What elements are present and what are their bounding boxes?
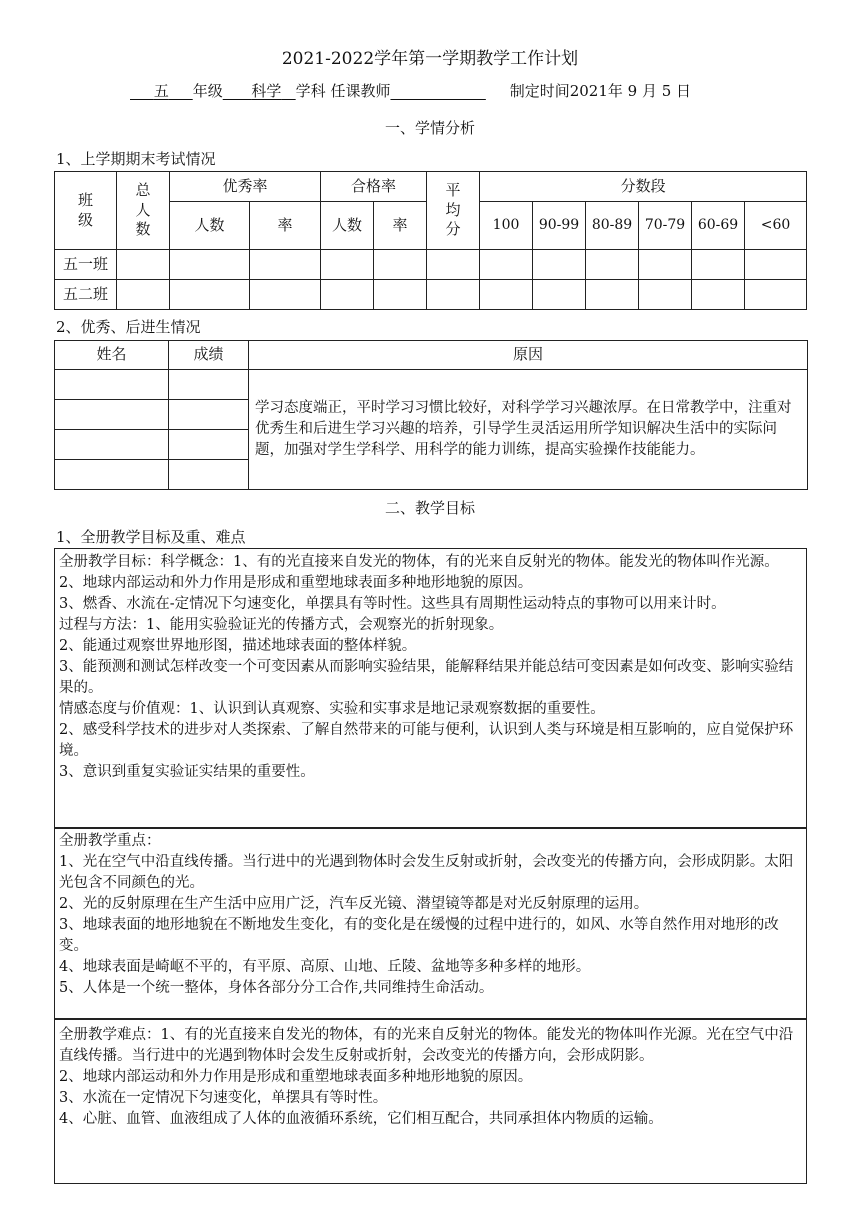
subject-value: 科学 — [251, 82, 282, 100]
exam-table — [54, 171, 807, 310]
key-points-box — [54, 827, 807, 1020]
header-pass-rate: 合格率 — [321, 172, 427, 202]
teacher-label: 任课教师 — [330, 82, 391, 100]
header-band: 60-69 — [692, 202, 745, 250]
class-name: 五一班 — [55, 250, 117, 280]
header-band: 70-79 — [639, 202, 692, 250]
difficulty-line: 全册教学难点：1、有的光直接来自发光的物体，有的光来自反射光的物体。能发光的物体叫作光源。光在空气中沿直线传播。当行进中的光遇到物体时会发生反射或折射，会改变光的传播方向，会形成阴影。 — [59, 1027, 794, 1064]
header-band: <60 — [745, 202, 807, 250]
objective-line: 3、能预测和测试怎样改变一个可变因素从而影响实验结果，能解释结果并能总结可变因素是如何改变、影响实验结果的。 — [59, 659, 794, 696]
objectives-box — [54, 548, 807, 829]
exam-heading: 1、上学期期末考试情况 — [56, 150, 216, 168]
goals-heading: 1、全册教学目标及重、难点 — [56, 528, 246, 546]
date-label: 制定时间2021年 9 月 5 日 — [509, 82, 692, 100]
header-excellent-count: 人数 — [170, 202, 250, 250]
grade-value: 五 — [153, 82, 169, 100]
key-point-line: 2、光的反射原理在生产生活中应用广泛，汽车反光镜、潜望镜等都是对光反射原理的运用。 — [59, 896, 649, 912]
header-excellent-ratio: 率 — [250, 202, 321, 250]
objective-line: 2、感受科学技术的进步对人类探索、了解自然带来的可能与便利，认识到人类与环境是相互影响的，应自觉保护环境。 — [59, 722, 794, 759]
key-point-line: 4、地球表面是崎岖不平的，有平原、高原、山地、丘陵、盆地等多种多样的地形。 — [59, 959, 591, 975]
difficulties-box — [54, 1018, 807, 1184]
section-heading-1: 一、学情分析 — [384, 119, 475, 137]
class-name: 五二班 — [55, 280, 117, 310]
students-heading: 2、优秀、后进生情况 — [56, 318, 201, 336]
header-excellent-rate: 优秀率 — [170, 172, 321, 202]
objective-line: 3、意识到重复实验证实结果的重要性。 — [59, 764, 315, 780]
key-point-line: 3、地球表面的地形地貌在不断地发生变化，有的变化是在缓慢的过程中进行的，如风、水等自然作用对地形的改变。 — [59, 917, 779, 954]
students-table — [54, 340, 808, 490]
meta-line — [130, 80, 691, 101]
header-total: 总人数 — [117, 172, 170, 250]
difficulty-line: 4、心脏、血管、血液组成了人体的血液循环系统，它们相互配合，共同承担体内物质的运输。 — [59, 1111, 663, 1127]
document-title: 2021-2022学年第一学期教学工作计划 — [281, 49, 579, 69]
key-point-line: 1、光在空气中沿直线传播。当行进中的光遇到物体时会发生反射或折射，会改变光的传播方向，会形成阴影。太阳光包含不同颜色的光。 — [59, 854, 794, 891]
objective-line: 过程与方法：1、能用实验验证光的传播方式，会观察光的折射现象。 — [59, 617, 504, 633]
difficulty-line: 2、地球内部运动和外力作用是形成和重塑地球表面多种地形地貌的原因。 — [59, 1069, 533, 1085]
header-class: 班级 — [55, 172, 117, 250]
header-name: 姓名 — [55, 341, 169, 370]
objective-line: 情感态度与价值观：1、认识到认真观察、实验和实事求是地记录观察数据的重要性。 — [59, 701, 605, 717]
objective-line: 3、燃香、水流在-定情况下匀速变化，单摆具有等时性。这些具有周期性运动特点的事物可以用来计时。 — [59, 596, 726, 612]
header-band: 100 — [480, 202, 533, 250]
subject-label: 学科 — [295, 82, 326, 100]
grade-label: 年级 — [192, 82, 223, 100]
header-score-band: 分数段 — [480, 172, 807, 202]
objective-line: 2、地球内部运动和外力作用是形成和重塑地球表面多种地形地貌的原因。 — [59, 575, 533, 591]
header-score: 成绩 — [169, 341, 249, 370]
teacher-blank — [390, 82, 485, 100]
header-reason: 原因 — [249, 341, 808, 370]
section-heading-2: 二、教学目标 — [384, 499, 475, 517]
header-band: 90-99 — [533, 202, 586, 250]
objective-line: 2、能通过观察世界地形图，描述地球表面的整体样貌。 — [59, 638, 417, 654]
difficulty-line: 3、水流在一定情况下匀速变化，单摆具有等时性。 — [59, 1090, 388, 1106]
key-point-line: 5、人体是一个统一整体，身体各部分分工合作,共同维持生命活动。 — [59, 980, 494, 996]
header-band: 80-89 — [586, 202, 639, 250]
table-row — [55, 250, 807, 280]
header-average: 平均分 — [427, 172, 480, 250]
key-point-line: 全册教学重点： — [59, 833, 161, 849]
table-row — [55, 280, 807, 310]
header-pass-ratio: 率 — [374, 202, 427, 250]
header-pass-count: 人数 — [321, 202, 374, 250]
objective-line: 全册教学目标：科学概念：1、有的光直接来自发光的物体，有的光来自反射光的物体。能发光的物体叫作光源。 — [59, 554, 779, 570]
reason-text: 学习态度端正，平时学习习惯比较好，对科学学习兴趣浓厚。在日常教学中，注重对优秀生和后进生学习兴趣的培养，引导学生灵活运用所学知识解决生活中的实际问题，加强对学生学科学、用科学的能力训练，提高实验操作技能能力。 — [249, 370, 808, 490]
